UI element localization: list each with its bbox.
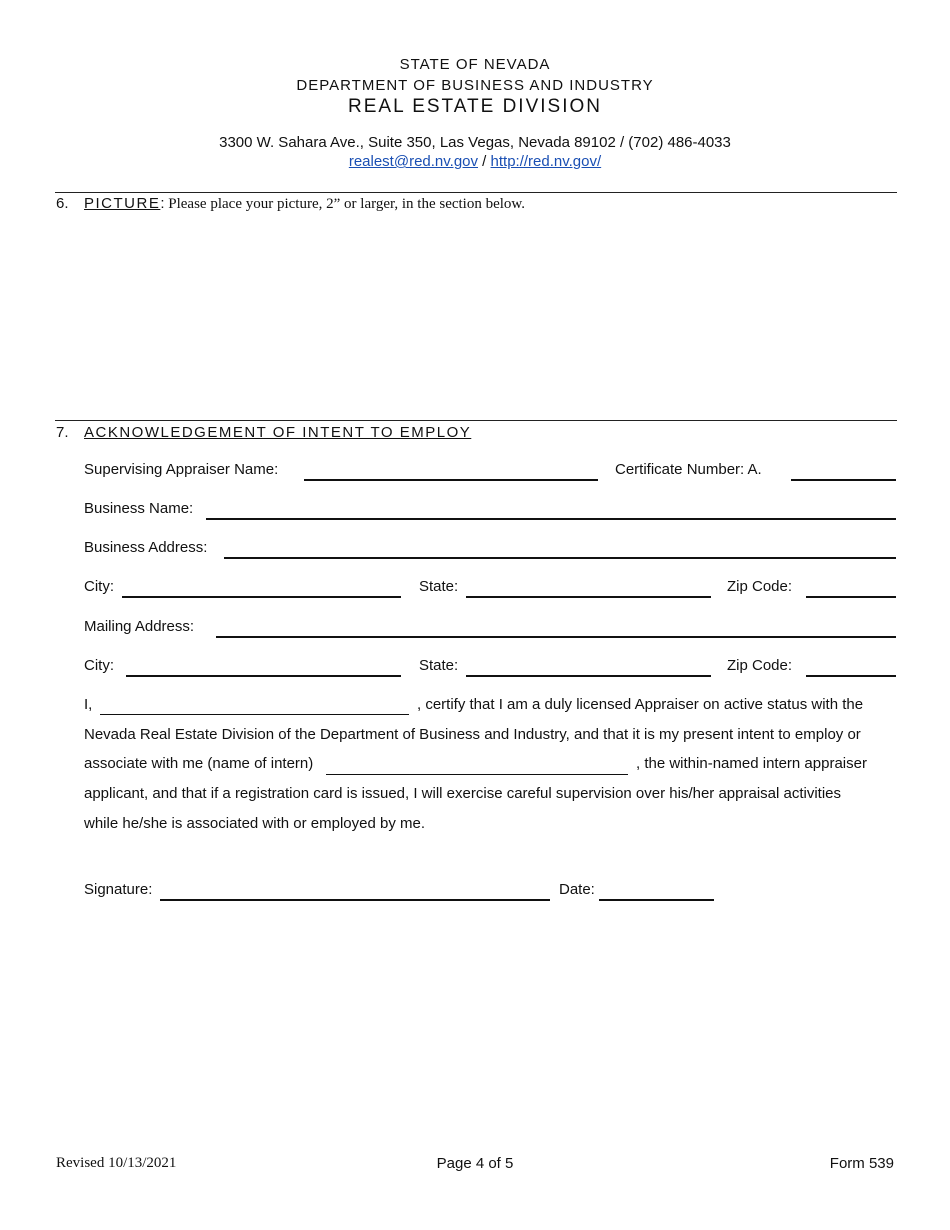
form-number: Form 539 xyxy=(829,1155,894,1172)
mailing-state-label: State: xyxy=(419,657,459,674)
office-address: 3300 W. Sahara Ave., Suite 350, Las Vegas, Nevada 89102 / (702) 486-4033 xyxy=(219,134,731,151)
appraiser-name-field[interactable] xyxy=(100,714,409,715)
certification-line-5: while he/she is associated with or employed by me. xyxy=(84,815,426,832)
signature-label: Signature: xyxy=(84,881,153,898)
email-link[interactable]: realest@red.nv.gov xyxy=(348,153,479,170)
business-address-label: Business Address: xyxy=(84,539,208,556)
section-6-title: PICTURE xyxy=(84,195,161,212)
picture-drop-area[interactable] xyxy=(84,222,896,414)
mailing-city-label: City: xyxy=(84,657,114,674)
mailing-zip-code-field[interactable] xyxy=(806,675,896,677)
city-field[interactable] xyxy=(122,596,401,598)
mailing-city-field[interactable] xyxy=(126,675,401,677)
business-name-field[interactable] xyxy=(206,518,896,520)
mailing-state-field[interactable] xyxy=(466,675,711,677)
state-label: State: xyxy=(419,578,459,595)
section-7-number: 7. xyxy=(56,424,69,441)
section-6-colon: : xyxy=(160,195,165,212)
certification-line-1-suffix: , certify that I am a duly licensed Appraiser on active status with the xyxy=(417,696,864,713)
division-heading: REAL ESTATE DIVISION xyxy=(348,96,602,117)
date-label: Date: xyxy=(559,881,595,898)
certificate-number-label: Certificate Number: A. xyxy=(615,461,762,478)
contact-links xyxy=(0,153,950,170)
supervisor-name-field[interactable] xyxy=(304,479,598,481)
page-number: Page 4 of 5 xyxy=(436,1155,514,1172)
business-address-field[interactable] xyxy=(224,557,896,559)
state-heading: STATE OF NEVADA xyxy=(399,56,551,73)
department-heading: DEPARTMENT OF BUSINESS AND INDUSTRY xyxy=(296,77,654,94)
state-field[interactable] xyxy=(466,596,711,598)
link-separator: / xyxy=(478,153,491,170)
section-6-number: 6. xyxy=(56,195,69,212)
date-field[interactable] xyxy=(599,899,714,901)
intern-name-field[interactable] xyxy=(326,774,628,775)
section-7-divider xyxy=(55,420,897,421)
mailing-zip-code-label: Zip Code: xyxy=(727,657,793,674)
certification-line-1-prefix: I, xyxy=(84,696,93,713)
zip-code-field[interactable] xyxy=(806,596,896,598)
certification-line-3-prefix: associate with me (name of intern) xyxy=(84,755,314,772)
website-link[interactable]: http://red.nv.gov/ xyxy=(490,153,602,170)
section-6-divider xyxy=(55,192,897,193)
section-6-instruction: Please place your picture, 2” or larger, in the section below. xyxy=(164,196,526,212)
revised-date: Revised 10/13/2021 xyxy=(56,1155,177,1171)
mailing-address-field[interactable] xyxy=(216,636,896,638)
certificate-number-field[interactable] xyxy=(791,479,896,481)
supervisor-name-label: Supervising Appraiser Name: xyxy=(84,461,279,478)
section-7-title: ACKNOWLEDGEMENT OF INTENT TO EMPLOY xyxy=(84,424,472,441)
business-name-label: Business Name: xyxy=(84,500,194,517)
zip-code-label: Zip Code: xyxy=(727,578,793,595)
city-label: City: xyxy=(84,578,114,595)
mailing-address-label: Mailing Address: xyxy=(84,618,195,635)
certification-line-3-suffix: , the within-named intern appraiser xyxy=(636,755,867,772)
certification-line-4: applicant, and that if a registration card is issued, I will exercise careful supervision over his/her appraisal activities xyxy=(84,785,842,802)
section-6-heading xyxy=(84,195,525,213)
certification-line-2: Nevada Real Estate Division of the Department of Business and Industry, and that it is my present intent to employ or xyxy=(84,726,861,743)
signature-field[interactable] xyxy=(160,899,550,901)
